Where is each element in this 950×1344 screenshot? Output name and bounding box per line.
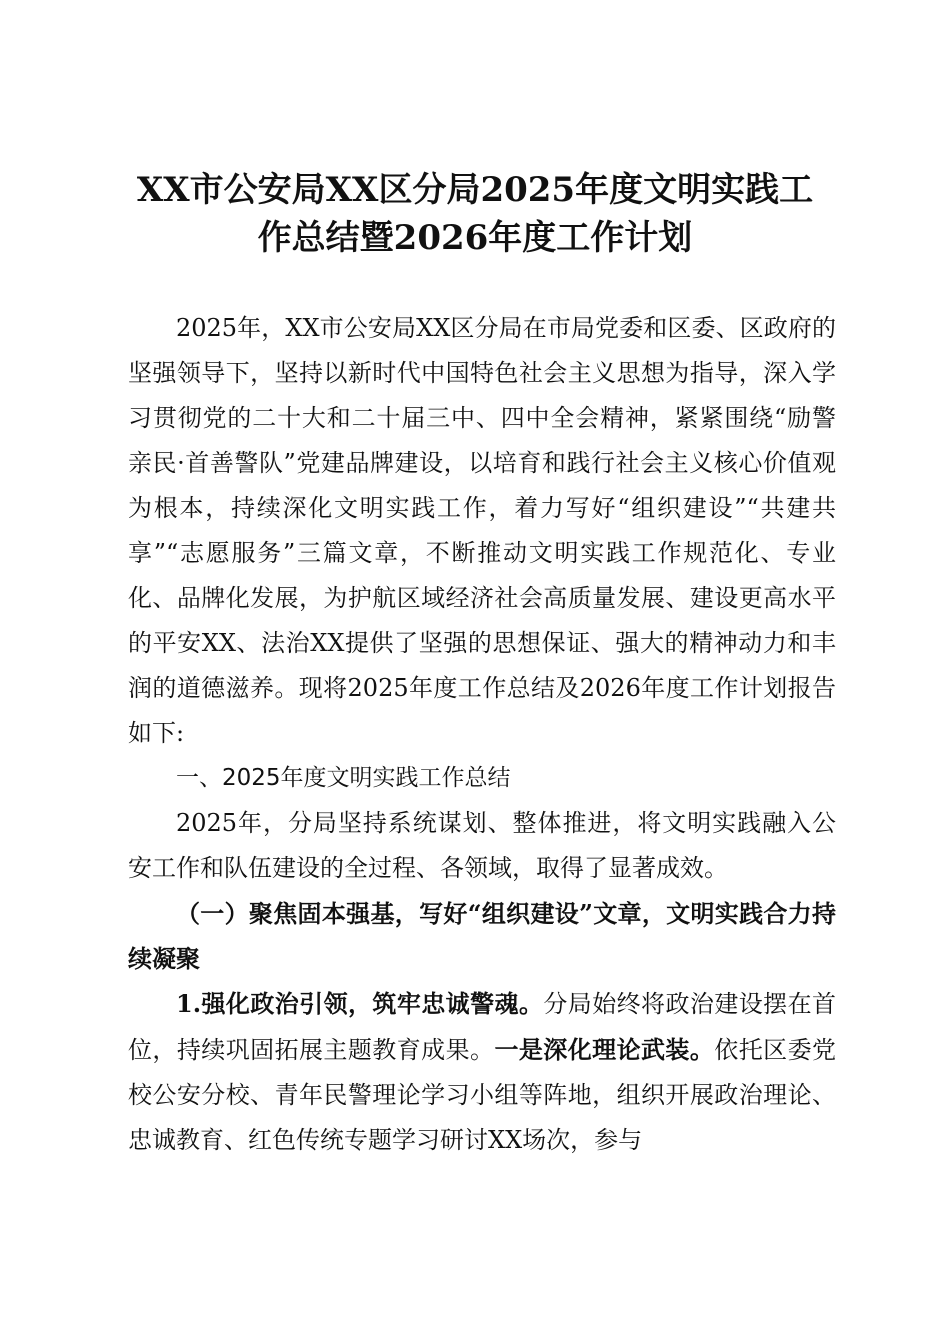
subsection-heading-organization: （一）聚焦固本强基，写好“组织建设”文章，文明实践合力持续凝聚 [128,899,836,973]
section-heading-summary: 一、2025年度文明实践工作总结 [176,765,511,791]
item-lead: 1.强化政治引领，筑牢忠诚警魂。 [176,989,544,1018]
point-text: 依托区委党校公安分校、青年民警理论学习小组等阵地，组织开展政治理论、忠诚教育、红色传统专题学习研讨XX场次，参与 [128,1036,837,1154]
document-body [128,306,836,1163]
point-lead: 一是深化理论武装。 [494,1035,715,1064]
section-intro-paragraph: 2025年，分局坚持系统谋划、整体推进，将文明实践融入公安工作和队伍建设的全过程、各领域，取得了显著成效。 [128,809,836,882]
item-text: 分局始终将政治建设摆在首位，持续巩固拓展主题教育成果。 [128,990,837,1064]
document-title: XX市公安局XX区分局2025年度文明实践工作总结暨2026年度工作计划 [136,170,814,258]
item-paragraph-political-guidance [128,981,836,1163]
intro-paragraph: 2025年，XX市公安局XX区分局在市局党委和区委、区政府的坚强领导下，坚持以新时代中国特色社会主义思想为指导，深入学习贯彻党的二十大和二十届三中、四中全会精神，紧紧围绕“励警亲民·首善警队”党建品牌建设，以培育和践行社会主义核心价值观为根本，持续深化文明实践工作，着力写好“组织建设”“共建共享”“志愿服务”三篇文章，不断推动文明实践工作规范化、专业化、品牌化发展，为护航区域经济社会高质量发展、建设更高水平的平安XX、法治XX提供了坚强的思想保证、强大的精神动力和丰润的道德滋养。现将2025年度工作总结及2026年度工作计划报告如下: [128,314,836,747]
